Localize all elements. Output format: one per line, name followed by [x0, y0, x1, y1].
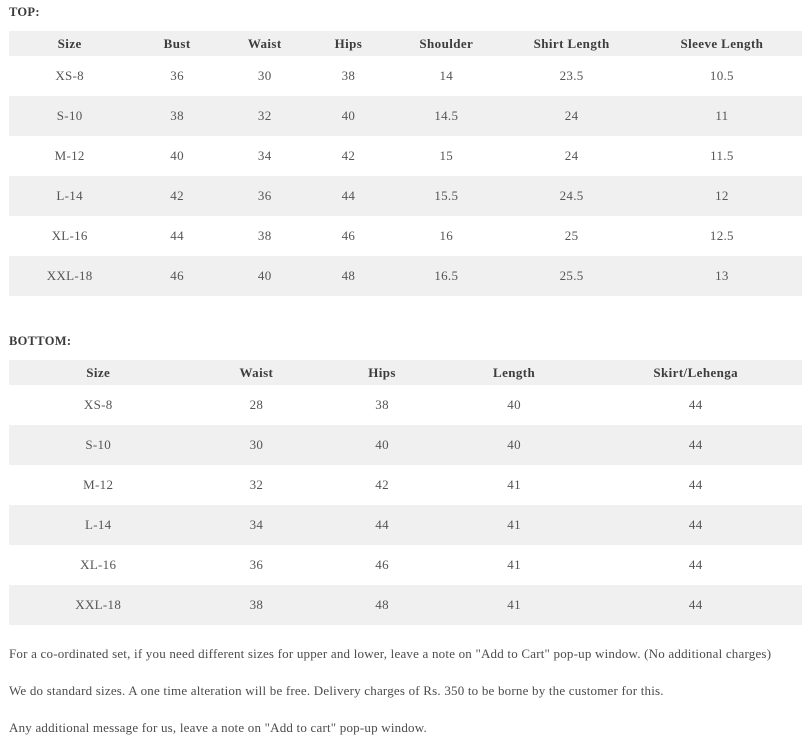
table-cell: 15.5 [434, 188, 459, 203]
table-row [9, 545, 802, 585]
table-cell: 46 [341, 228, 356, 243]
table-cell: 36 [249, 557, 264, 572]
header-sleeve-length: Sleeve Length [642, 31, 802, 56]
table-cell: 46 [170, 268, 184, 283]
table-row [9, 216, 802, 256]
table-cell: 41 [507, 557, 521, 572]
table-cell: 44 [688, 517, 703, 532]
table-cell: 12.5 [709, 228, 734, 243]
table-cell: 40 [170, 148, 184, 163]
table-cell: XXL-18 [75, 597, 122, 612]
table-cell: 36 [257, 188, 272, 203]
table-cell: 42 [375, 477, 389, 492]
table-row [9, 425, 802, 465]
table-cell: 40 [257, 268, 272, 283]
table-cell: 30 [257, 68, 272, 83]
table-cell: 32 [249, 477, 264, 492]
table-cell: 44 [688, 477, 703, 492]
table-cell: L-14 [56, 188, 83, 203]
table-cell: 14 [439, 68, 454, 83]
table-cell: 12 [715, 188, 729, 203]
table-cell: 41 [507, 477, 521, 492]
table-row [9, 256, 802, 296]
table-cell: M-12 [83, 477, 114, 492]
table-cell: S-10 [85, 437, 112, 452]
table-cell: 44 [375, 517, 389, 532]
table-cell: 24 [564, 108, 579, 123]
table-cell: 36 [170, 68, 184, 83]
header-bust: Bust [130, 31, 224, 56]
header-size: Size [9, 31, 130, 56]
table-cell: 44 [170, 228, 184, 243]
table-cell: 40 [507, 397, 521, 412]
bottom-section-label: BOTTOM: [9, 334, 72, 348]
table-cell: 30 [249, 437, 264, 452]
table-cell: 44 [688, 597, 703, 612]
table-cell: S-10 [56, 108, 83, 123]
table-cell: 40 [507, 437, 521, 452]
table-cell: 25 [564, 228, 579, 243]
table-row [9, 585, 802, 625]
top-section-label: TOP: [9, 5, 40, 19]
table-cell: 11 [715, 108, 729, 123]
table-cell: 46 [375, 557, 389, 572]
table-cell: 40 [375, 437, 389, 452]
table-cell: 48 [375, 597, 389, 612]
note-additional-message: Any additional message for us, leave a note on "Add to cart" pop-up window. [9, 720, 427, 735]
table-row [9, 136, 802, 176]
table-row [9, 505, 802, 545]
table-cell: 11.5 [710, 148, 734, 163]
table-cell: 44 [688, 397, 703, 412]
table-cell: XXL-18 [46, 268, 93, 283]
table-row [9, 56, 802, 96]
note-standard-sizes: We do standard sizes. A one time alteration will be free. Delivery charges of Rs. 350 to be borne by the customer for this. [9, 683, 664, 698]
table-cell: 28 [249, 397, 264, 412]
table-header-row [9, 31, 802, 56]
table-cell: 40 [341, 108, 356, 123]
header-hips: Hips [325, 360, 438, 385]
table-cell: 15 [439, 148, 454, 163]
table-cell: 41 [507, 517, 521, 532]
table-cell: XL-16 [51, 228, 88, 243]
table-cell: XS-8 [83, 397, 113, 412]
table-header-row [9, 360, 802, 385]
table-cell: 42 [170, 188, 184, 203]
table-cell: 42 [341, 148, 356, 163]
table-cell: 16 [439, 228, 454, 243]
table-cell: 23.5 [559, 68, 584, 83]
table-cell: 32 [257, 108, 272, 123]
table-row [9, 176, 802, 216]
table-cell: 16.5 [434, 268, 459, 283]
header-waist: Waist [187, 360, 325, 385]
table-cell: M-12 [54, 148, 85, 163]
header-size: Size [9, 360, 187, 385]
header-hips: Hips [306, 31, 392, 56]
table-cell: 38 [341, 68, 356, 83]
table-cell: 38 [257, 228, 272, 243]
table-row [9, 96, 802, 136]
top-size-table [9, 31, 802, 296]
notes-section [9, 647, 802, 735]
table-cell: 44 [341, 188, 356, 203]
bottom-size-table [9, 360, 802, 625]
header-waist: Waist [224, 31, 306, 56]
table-cell: 24.5 [559, 188, 584, 203]
table-cell: 44 [688, 557, 703, 572]
table-cell: 14.5 [434, 108, 459, 123]
header-shoulder: Shoulder [391, 31, 501, 56]
table-cell: 38 [170, 108, 184, 123]
table-cell: 34 [249, 517, 264, 532]
header-skirt-lehenga: Skirt/Lehenga [589, 360, 802, 385]
header-shirt-length: Shirt Length [501, 31, 641, 56]
table-cell: 24 [564, 148, 579, 163]
table-row [9, 385, 802, 425]
table-cell: 48 [341, 268, 356, 283]
table-cell: 10.5 [709, 68, 734, 83]
table-cell: XL-16 [80, 557, 117, 572]
table-cell: 25.5 [559, 268, 584, 283]
table-cell: 34 [257, 148, 272, 163]
table-row [9, 465, 802, 505]
table-cell: XS-8 [55, 68, 84, 83]
table-cell: 38 [249, 597, 264, 612]
note-coordinated-set: For a co-ordinated set, if you need different sizes for upper and lower, leave a note on "Add to Cart" pop-up window. (No additional charges) [9, 646, 772, 661]
table-cell: L-14 [84, 517, 112, 532]
header-length: Length [439, 360, 590, 385]
table-cell: 38 [375, 397, 389, 412]
table-cell: 41 [507, 597, 521, 612]
table-cell: 13 [715, 268, 729, 283]
table-cell: 44 [688, 437, 703, 452]
